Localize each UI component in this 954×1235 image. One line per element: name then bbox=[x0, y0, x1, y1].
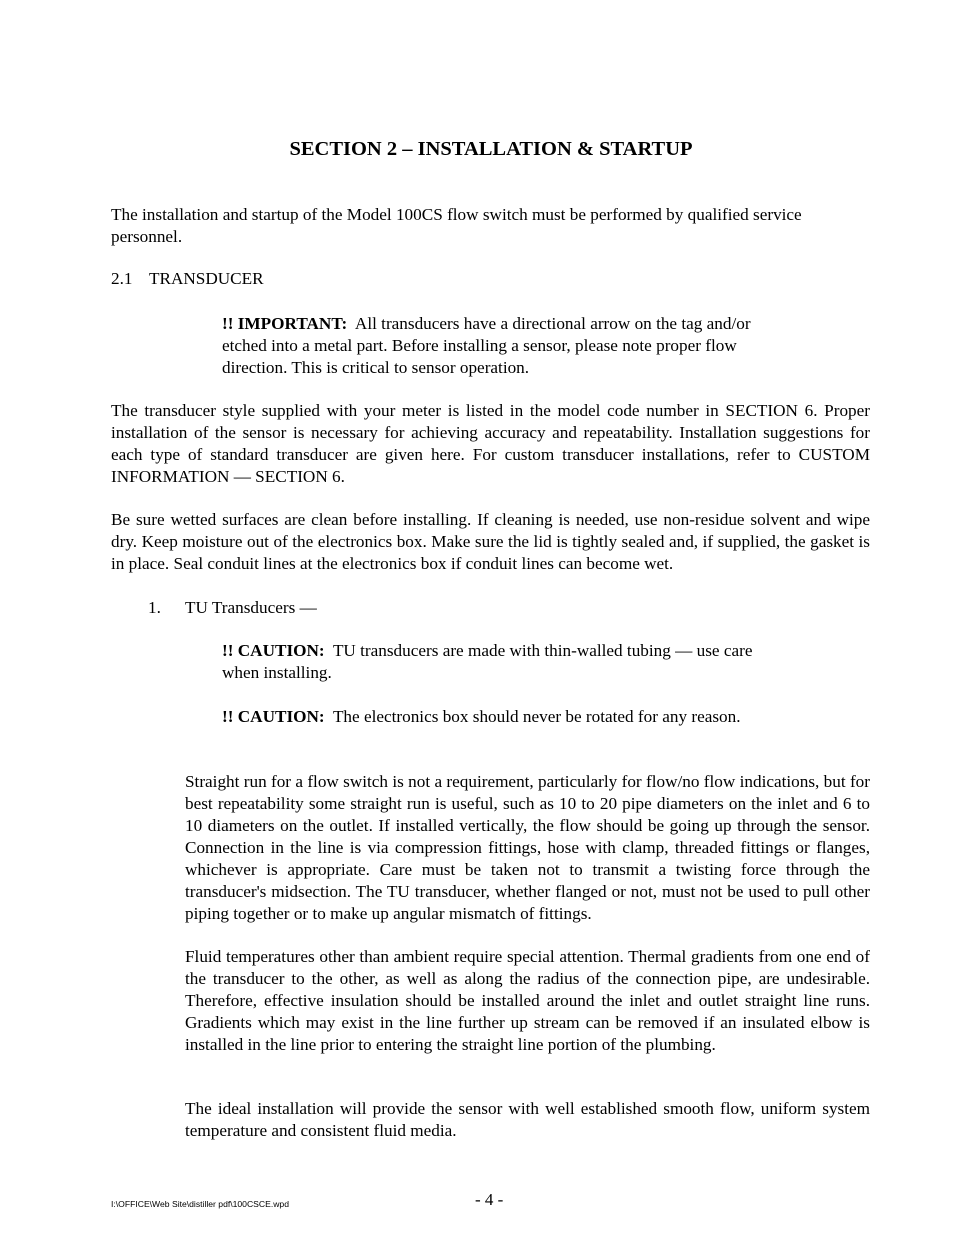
caution-label: !! CAUTION: bbox=[222, 641, 325, 660]
caution-note-tubing bbox=[222, 640, 759, 684]
section-title: SECTION 2 – INSTALLATION & STARTUP bbox=[289, 138, 693, 160]
important-label: !! IMPORTANT: bbox=[222, 314, 348, 333]
fluid-temperature-paragraph: Fluid temperatures other than ambient require special attention. Thermal gradients from one end of the transducer to the other, as well as along the radius of the connection pipe, are undesirable. Therefore, effective insulation should be installed around the inlet and outlet straight line runs. Gradients which may exist in the line further up stream can be removed if an insulated elbow is installed in the line prior to entering the straight line portion of the plumbing. bbox=[185, 947, 870, 1054]
important-note bbox=[222, 313, 759, 379]
subsection-title: TRANSDUCER bbox=[149, 269, 264, 288]
caution-label: !! CAUTION: bbox=[222, 707, 325, 726]
caution-note-rotation bbox=[222, 706, 759, 728]
straight-run-paragraph: Straight run for a flow switch is not a requirement, particularly for flow/no flow indications, but for best repeatability some straight run is useful, such as 10 to 20 pipe diameters on the inlet and 6 to 10 diameters on the outlet. If installed vertically, the flow should be going up through the sensor. Connection in the line is via compression fittings, hose with clamp, threaded fittings or flanges, whichever is appropriate. Care must be taken not to transmit a twisting force through the transducer's midsection. The TU transducer, whether flanged or not, must not be used to pull other piping together or to make up angular mismatch of fittings. bbox=[185, 772, 870, 923]
intro-paragraph: The installation and startup of the Model 100CS flow switch must be performed by qualified service personnel. bbox=[111, 205, 802, 246]
important-text: All transducers have a directional arrow on the tag and/or etched into a metal part. Before installing a sensor, please note proper flow direction. This is critical to sensor operation. bbox=[222, 314, 751, 377]
list-item-title: TU Transducers — bbox=[185, 598, 317, 617]
transducer-style-paragraph: The transducer style supplied with your meter is listed in the model code number in SECTION 6. Proper installation of the sensor is necessary for achieving accuracy and repeatability. Installation suggestions for each type of standard transducer are given here. For custom transducer installations, refer to CUSTOM INFORMATION — SECTION 6. bbox=[111, 401, 870, 486]
subsection-number: 2.1 bbox=[111, 269, 133, 288]
page-number: - 4 - bbox=[475, 1190, 504, 1209]
ideal-installation-paragraph: The ideal installation will provide the sensor with well established smooth flow, uniform system temperature and consistent fluid media. bbox=[185, 1099, 870, 1140]
footer-file-path: I:\OFFICE\Web Site\distiller pdf\100CSCE.wpd bbox=[111, 1199, 289, 1209]
caution-text: The electronics box should never be rotated for any reason. bbox=[332, 707, 741, 726]
caution-text: TU transducers are made with thin-walled tubing — use care when installing. bbox=[222, 641, 753, 682]
list-item-number: 1. bbox=[148, 598, 161, 617]
wetted-surfaces-paragraph: Be sure wetted surfaces are clean before installing. If cleaning is needed, use non-residue solvent and wipe dry. Keep moisture out of the electronics box. Make sure the lid is tightly sealed and, if supplied, the gasket is in place. Seal conduit lines at the electronics box if conduit lines can become wet. bbox=[111, 510, 870, 573]
